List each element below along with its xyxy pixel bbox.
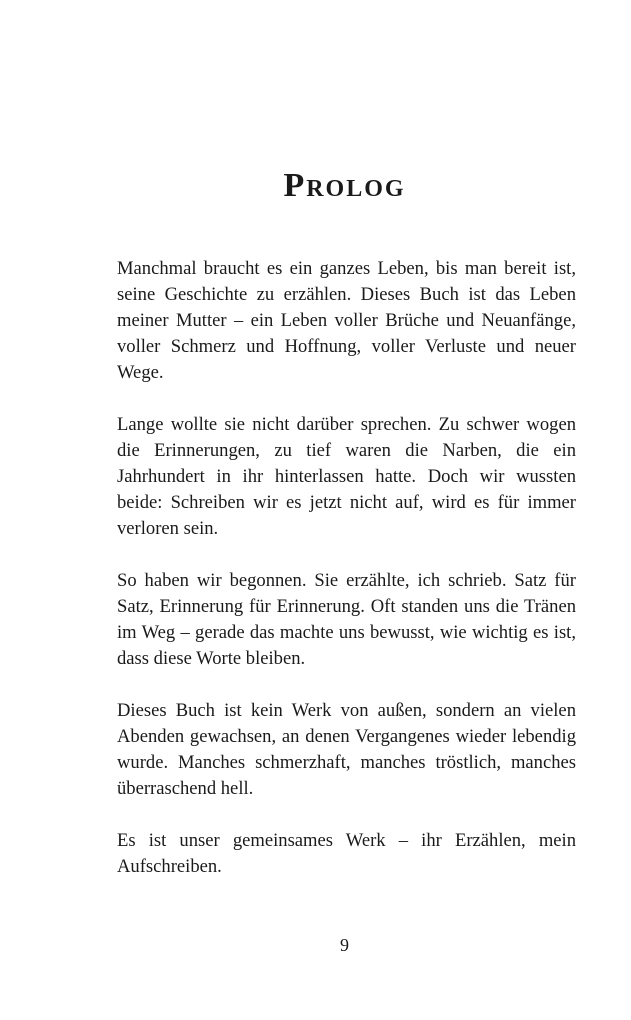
prologue-text	[117, 256, 576, 906]
paragraph-3: So haben wir begonnen. Sie erzählte, ich schrieb. Satz für Satz, Erinnerung für Erinnerung. Oft standen uns die Tränen im Weg – gerade das machte uns bewusst, wie wichtig es ist, dass diese Worte bleiben.	[117, 570, 576, 669]
chapter-title: Prolog	[283, 167, 406, 204]
paragraph-5: Es ist unser gemeinsames Werk – ihr Erzählen, mein Aufschreiben.	[117, 830, 576, 877]
paragraph-4: Dieses Buch ist kein Werk von außen, sondern an vielen Abenden gewachsen, an denen Vergangenes wieder lebendig wurde. Manches schmerzhaft, manches tröstlich, manches überraschend hell.	[117, 700, 576, 799]
page-number: 9	[340, 935, 349, 955]
paragraph-1: Manchmal braucht es ein ganzes Leben, bis man bereit ist, seine Geschichte zu erzählen. Dieses Buch ist das Leben meiner Mutter – ein Leben voller Brüche und Neuanfänge, voller Schmerz und Hoffnung, voller Verluste und neuer Wege.	[117, 258, 576, 383]
paragraph-2: Lange wollte sie nicht darüber sprechen. Zu schwer wogen die Erinnerungen, zu tief waren die Narben, die ein Jahrhundert in ihr hinterlassen hatte. Doch wir wussten beide: Schreiben wir es jetzt nicht auf, wird es für immer verloren sein.	[117, 414, 576, 539]
